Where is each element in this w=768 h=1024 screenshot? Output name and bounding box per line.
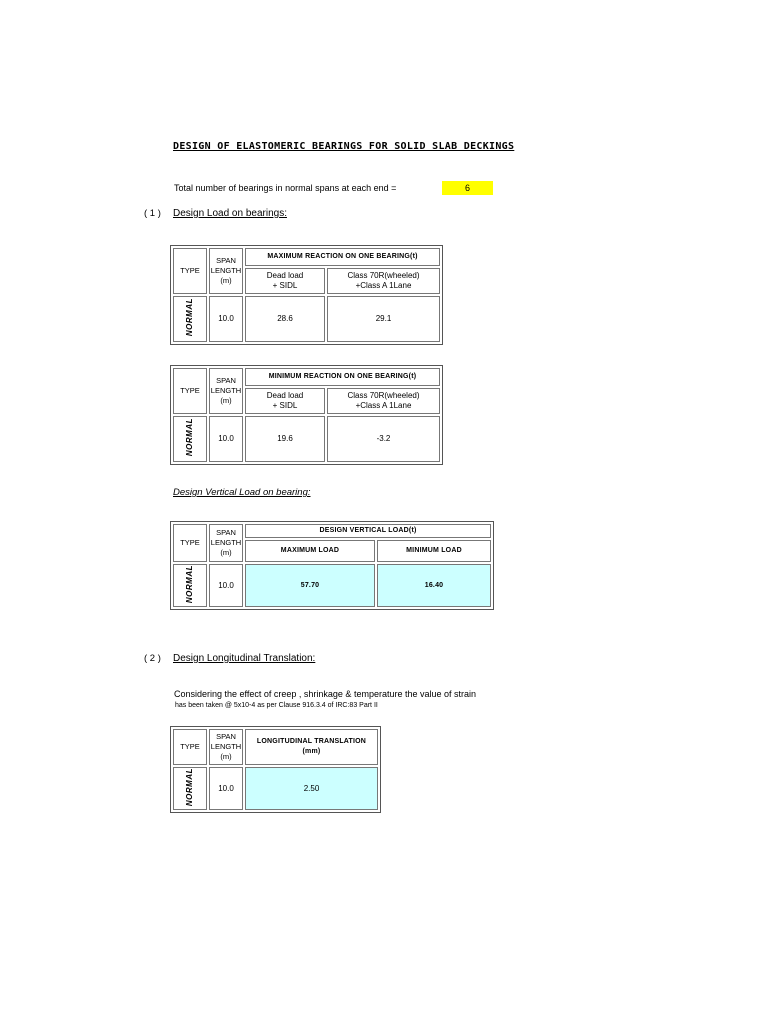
max-load-header: MAXIMUM LOAD: [245, 540, 375, 562]
live-load-header: [327, 388, 440, 414]
row-type-cell: [173, 564, 207, 607]
row-span-cell: 10.0: [209, 564, 243, 607]
span-header: SPAN LENGTH (m): [209, 248, 243, 294]
dead-load-line2: + SIDL: [272, 401, 298, 410]
row-type-label: NORMAL: [185, 768, 194, 807]
min-load-value: 16.40: [377, 564, 491, 607]
dead-load-line1: Dead load: [266, 391, 304, 400]
longitudinal-header-line1: LONGITUDINAL TRANSLATION: [256, 738, 367, 745]
row-type-label: NORMAL: [185, 298, 194, 337]
type-header: TYPE: [173, 524, 207, 562]
row-live-load-cell: 29.1: [327, 296, 440, 342]
row-type-label: NORMAL: [185, 565, 194, 604]
live-load-line2: +Class A 1Lane: [355, 401, 412, 410]
max-load-value: 57.70: [245, 564, 375, 607]
dead-load-header: [245, 268, 325, 294]
row-type-cell: [173, 296, 207, 342]
row-dead-load-cell: 28.6: [245, 296, 325, 342]
design-vertical-table: [170, 521, 494, 610]
dead-load-header: [245, 388, 325, 414]
dead-load-line1: Dead load: [266, 271, 304, 280]
total-bearings-value: 6: [442, 181, 493, 195]
section1-number: ( 1 ): [144, 208, 161, 219]
strain-text-line1: Considering the effect of creep , shrinkage & temperature the value of strain: [174, 689, 477, 699]
min-reaction-header: MINIMUM REACTION ON ONE BEARING(t): [245, 368, 440, 386]
span-header: SPAN LENGTH (m): [209, 524, 243, 562]
longitudinal-header: [245, 729, 378, 765]
longitudinal-header-line2: (mm): [302, 748, 321, 755]
section2-number: ( 2 ): [144, 653, 161, 664]
row-type-cell: [173, 416, 207, 462]
longitudinal-table: [170, 726, 381, 813]
live-load-line2: +Class A 1Lane: [355, 281, 412, 290]
min-reaction-table: [170, 365, 443, 465]
total-bearings-label: Total number of bearings in normal spans at each end =: [174, 183, 397, 193]
row-dead-load-cell: 19.6: [245, 416, 325, 462]
section1-heading: Design Load on bearings:: [173, 208, 287, 219]
row-span-cell: 10.0: [209, 767, 243, 810]
type-header: TYPE: [173, 729, 207, 765]
section2-heading: Design Longitudinal Translation:: [173, 653, 316, 664]
page-title: DESIGN OF ELASTOMERIC BEARINGS FOR SOLID SLAB DECKINGS: [173, 141, 515, 152]
strain-text-line2: has been taken @ 5x10-4 as per Clause 916.3.4 of IRC:83 Part II: [175, 702, 378, 709]
live-load-line1: Class 70R(wheeled): [347, 391, 420, 400]
dead-load-line2: + SIDL: [272, 281, 298, 290]
row-span-cell: 10.0: [209, 296, 243, 342]
design-vertical-heading: Design Vertical Load on bearing:: [173, 487, 311, 498]
row-type-cell: [173, 767, 207, 810]
live-load-line1: Class 70R(wheeled): [347, 271, 420, 280]
max-reaction-header: MAXIMUM REACTION ON ONE BEARING(t): [245, 248, 440, 266]
row-type-label: NORMAL: [185, 418, 194, 457]
max-reaction-table: [170, 245, 443, 345]
min-load-header: MINIMUM LOAD: [377, 540, 491, 562]
type-header: TYPE: [173, 368, 207, 414]
row-span-cell: 10.0: [209, 416, 243, 462]
design-vertical-header: DESIGN VERTICAL LOAD(t): [245, 524, 491, 538]
row-live-load-cell: -3.2: [327, 416, 440, 462]
longitudinal-value: 2.50: [245, 767, 378, 810]
type-header: TYPE: [173, 248, 207, 294]
span-header: SPAN LENGTH (m): [209, 729, 243, 765]
span-header: SPAN LENGTH (m): [209, 368, 243, 414]
live-load-header: [327, 268, 440, 294]
